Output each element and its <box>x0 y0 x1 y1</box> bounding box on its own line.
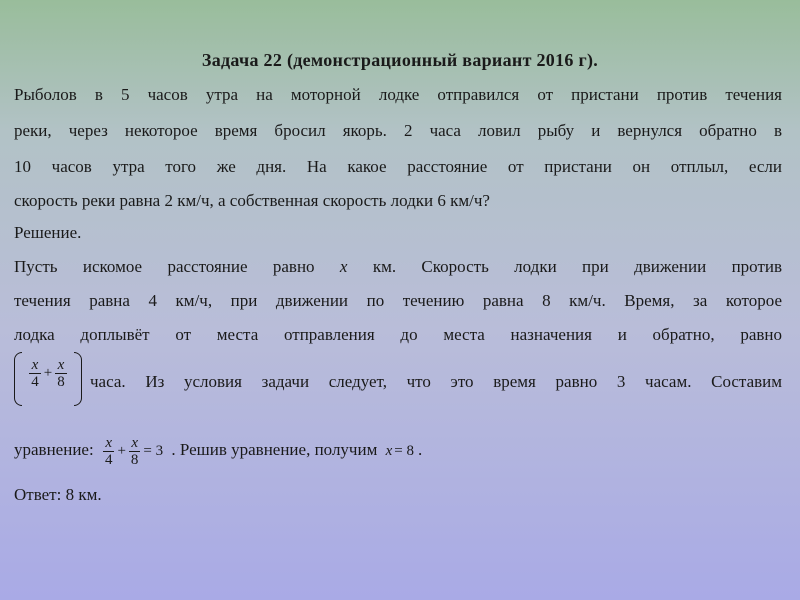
left-paren <box>14 352 22 406</box>
problem-line-2: реки, через некоторое время бросил якорь. 2 часа ловил рыбу и вернулся обратно в <box>14 121 782 140</box>
fraction-x-over-4 <box>29 357 41 390</box>
fraction-denominator: 4 <box>104 451 113 468</box>
result-value: = 8 <box>394 443 414 460</box>
solution-line-2: течения равна 4 км/ч, при движении по течению равна 8 км/ч. Время, за которое <box>14 291 782 310</box>
fraction-denominator: 8 <box>57 374 65 390</box>
variable-x: x <box>339 257 348 276</box>
problem-line-1: Рыболов в 5 часов утра на моторной лодке отправился от пристани против течения <box>14 85 782 104</box>
fraction-numerator: x <box>29 357 41 374</box>
solve-text: . Решив уравнение, получим <box>171 440 378 459</box>
problem-line-3: 10 часов утра того же дня. На какое расстояние от пристани он отплыл, если <box>14 157 782 176</box>
solution-label: Решение. <box>14 223 82 242</box>
answer: Ответ: 8 км. <box>14 485 102 504</box>
time-expression <box>14 352 82 408</box>
fraction-denominator: 4 <box>31 374 39 390</box>
fraction-denominator: 8 <box>130 451 139 468</box>
equation-rhs: = 3 <box>143 443 164 460</box>
plus-sign: + <box>117 443 126 460</box>
problem-line-4: скорость реки равна 2 км/ч, а собственная скорость лодки 6 км/ч? <box>14 191 490 210</box>
time-expression-body <box>24 357 72 390</box>
solution-line-1-end: км. Скорость лодки при движении против <box>372 257 782 276</box>
fraction-x-over-8 <box>55 357 67 390</box>
equation <box>102 433 163 469</box>
fraction-numerator: x <box>129 435 141 452</box>
right-paren <box>74 352 82 406</box>
fraction-numerator: x <box>103 435 115 452</box>
result-variable: x <box>385 443 393 460</box>
solution-result <box>386 433 414 469</box>
solution-line-1 <box>14 257 782 277</box>
solution-line-5 <box>14 432 782 468</box>
solution-line-4: часа. Из условия задачи следует, что это время равно 3 часам. Составим <box>90 372 782 391</box>
problem-title: Задача 22 (демонстрационный вариант 2016 г). <box>201 50 599 70</box>
plus-sign: + <box>43 365 53 381</box>
fraction-numerator: x <box>55 357 67 374</box>
fraction-x-over-4 <box>103 435 115 468</box>
period: . <box>417 440 423 459</box>
equation-label: уравнение: <box>14 440 94 459</box>
solution-line-3: лодка доплывёт от места отправления до места назначения и обратно, равно <box>14 325 782 344</box>
fraction-x-over-8 <box>129 435 141 468</box>
solution-line-1-start: Пусть искомое расстояние равно <box>14 257 315 276</box>
